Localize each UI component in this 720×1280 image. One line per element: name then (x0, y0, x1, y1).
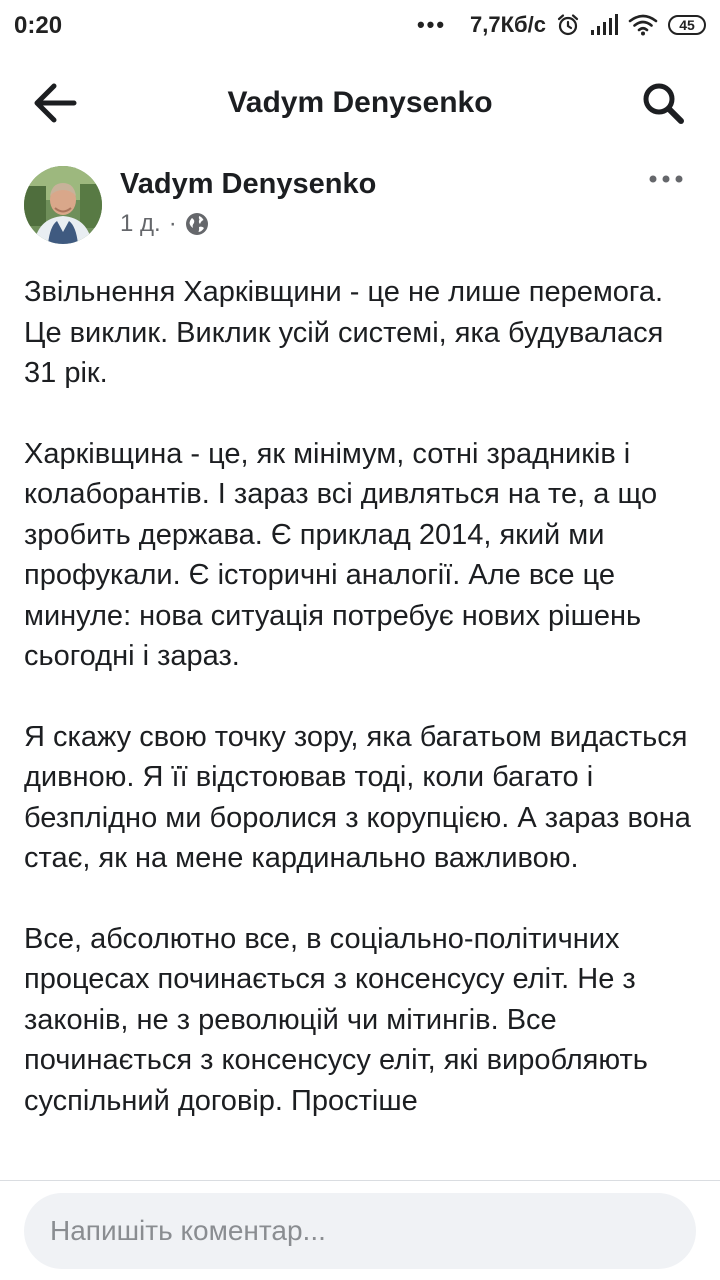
back-arrow-icon[interactable] (30, 80, 80, 126)
post-header (0, 160, 720, 250)
author-name[interactable]: Vadym Denysenko (120, 168, 377, 200)
post-paragraph: Все, абсолютно все, в соціально-політичних процесах починається з консенсусу еліт. Не з законів, не з революцій чи мітингів. Все починається з консенсусу еліт, які виробляють суспільний договір. Простіше (24, 922, 648, 1117)
notification-dots: ••• (416, 12, 447, 37)
post-paragraph: Харківщина - це, як мінімум, сотні зрадників і колаборантів. І зараз всі дивляться на те, а що зробить держава. Є приклад 2014, який ми профукали. Є історичні аналогії. Але все це минуле: нова ситуація потребує нових рішень сьогодні і зараз. (24, 437, 658, 672)
post-meta (120, 210, 209, 238)
comment-input[interactable] (24, 1193, 696, 1269)
battery-indicator: 45 (668, 15, 706, 35)
status-bar (0, 0, 720, 52)
post-time[interactable]: 1 д. (120, 210, 161, 237)
meta-separator: · (168, 210, 177, 237)
search-icon[interactable] (640, 80, 686, 126)
post-body (24, 272, 700, 1180)
more-options-icon[interactable] (648, 172, 684, 186)
status-icons (417, 10, 706, 40)
alarm-icon (556, 13, 580, 37)
signal-icon (590, 14, 618, 36)
comment-bar (0, 1180, 720, 1280)
post-paragraph: Я скажу свою точку зору, яка багатьом видасться дивною. Я її відстоював тоді, коли багато і безплідно ми боролися з корупцією. А зараз вона стає, як на мене кардинально важливою. (24, 720, 691, 874)
network-speed: 7,7Кб/с (470, 12, 546, 37)
app-bar (0, 52, 720, 152)
avatar-photo (24, 166, 102, 244)
status-time: 0:20 (14, 12, 63, 39)
wifi-icon (628, 14, 658, 36)
page-title: Vadym Denysenko (227, 86, 493, 119)
avatar[interactable] (24, 166, 102, 244)
globe-icon (185, 212, 209, 236)
post-paragraph: Звільнення Харківщини - це не лише перемога. Це виклик. Виклик усій системі, яка будувалася 31 рік. (24, 276, 664, 389)
